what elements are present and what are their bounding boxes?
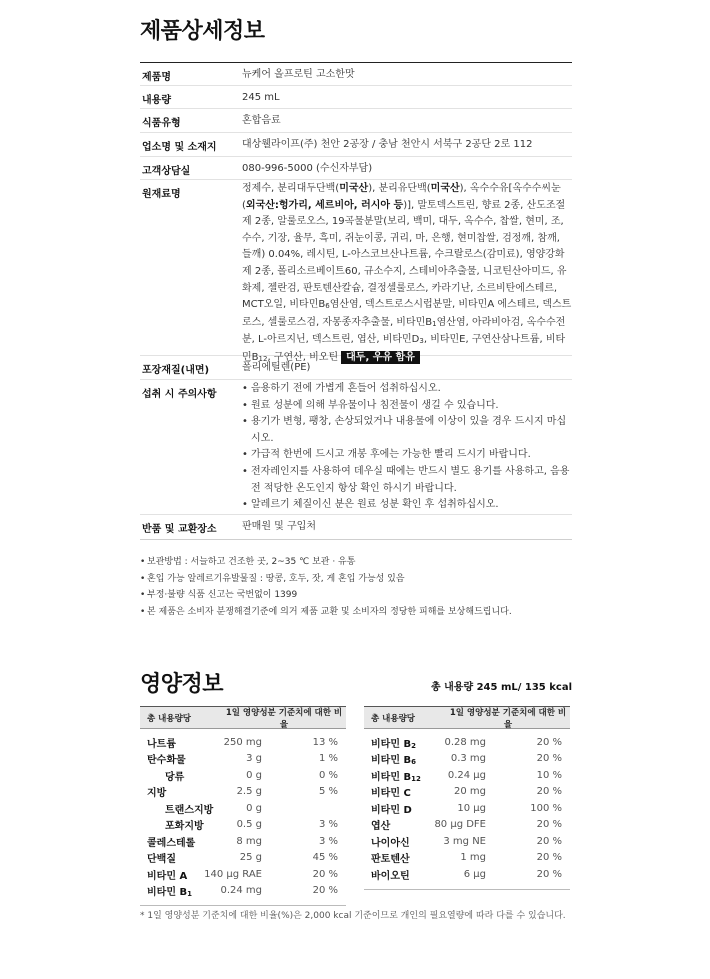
nutrition-rows	[364, 729, 570, 889]
nutrient-daily-value: 100 %	[530, 802, 562, 814]
list-item: • 보관방법 : 서늘하고 건조한 곳, 2~35 ℃ 보관 · 유통	[140, 554, 572, 571]
nutrient-daily-value: 5 %	[318, 786, 338, 798]
nutrient-amount: 1 mg	[460, 852, 486, 864]
spec-label: 반품 및 교환장소	[142, 524, 217, 535]
storage-notes	[140, 554, 572, 620]
nutrient-name: 단백질	[147, 854, 176, 866]
spec-value: 245 mL	[242, 92, 280, 103]
nutrient-name: 포화지방	[165, 821, 204, 833]
spec-label: 식품유형	[142, 118, 181, 129]
spec-value: 판매원 및 구입처	[242, 521, 316, 532]
nutrient-amount: 2.5 g	[236, 786, 262, 798]
nutrient-name: 비타민 $B_{12}$	[371, 771, 421, 783]
nutrition-table-header	[140, 707, 346, 729]
nutrient-row	[364, 767, 570, 784]
spec-row-product-name	[140, 63, 572, 86]
nutrient-daily-value: 20 %	[536, 736, 562, 748]
nutrient-amount: 20 mg	[454, 786, 486, 798]
nutrient-amount: 25 g	[239, 852, 262, 864]
nutrient-amount: 0.28 mg	[444, 736, 486, 748]
nutrient-row	[140, 866, 346, 883]
nutrient-name: 트랜스지방	[165, 804, 214, 816]
spec-value: 혼합음료	[242, 115, 281, 126]
spec-row-customer-service	[140, 157, 572, 180]
nutrient-amount: 3 mg NE	[443, 835, 486, 847]
nutrient-daily-value: 1 %	[318, 753, 338, 765]
spec-row-ingredients	[140, 180, 572, 363]
nutrient-daily-value: 20 %	[536, 852, 562, 864]
nutrient-daily-value: 20 %	[312, 868, 338, 880]
nutrient-row	[364, 800, 570, 817]
nutrient-row	[364, 817, 570, 834]
nutrient-row	[140, 751, 346, 768]
nutrient-daily-value: 45 %	[312, 852, 338, 864]
list-item: • 원료 성분에 의해 부유물이나 침전물이 생길 수 있습니다.	[242, 398, 572, 415]
nutrient-amount: 140 μg RAE	[204, 868, 262, 880]
nutrient-row	[364, 784, 570, 801]
header-daily-value: 1일 영양성분 기준치에 대한 비율	[449, 707, 567, 730]
nutrient-daily-value: 20 %	[536, 868, 562, 880]
nutrient-daily-value: 20 %	[536, 835, 562, 847]
list-item: • 음용하기 전에 가볍게 흔들어 섭취하십시오.	[242, 381, 572, 398]
list-item: • 알레르기 체질이신 분은 원료 성분 확인 후 섭취하십시오.	[242, 497, 572, 514]
nutrient-name: 비타민 D	[371, 804, 412, 816]
ingredients-text: 정제수, 분리대두단백(미국산), 분리유단백(미국산), 옥수수유[옥수수씨눈(외국산:헝가리, 세르비아, 러시아 등)], 말토덱스트린, 향료 2종, 산도조절제 2종, 알룰로오스, 19곡물분말(보리, 백미, 대두, 옥수수, 찹쌀, 현미, 조, 수수, 기장, 율무, 흑미, 쥐눈이콩, 귀리, 마, 은행, 현미찹쌀, 검정깨, 참깨, 들깨) 0.04%, 레시틴, L-아스코브산나트륨, 수크랄로스(감미료), 영양강화제 2종, 폴리소르베이트60, 규소수지, 스테비아추출물, 니코틴산아미드, 유화제, 젤란검, 판토텐산칼슘, 결정셀룰로스, 카라기난, 소르비탄에스테르, MCT오일, 비타민$B_6$염산염, 덱스트로스시럽분말, 비타민A 에스테르, 덱스트로스, 셀룰로스검, 자몽종자추출물, 비타민$B_1$염산염, 아라비아검, 옥수수전분, L-아르지닌, 덱스트린, 엽산, 비타민$D_3$, 비타민E, 구연산삼나트륨, 비타민$B_{12}$, 구연산, 비오틴 대두, 우유 함유	[242, 183, 572, 363]
nutrient-daily-value: 20 %	[536, 786, 562, 798]
list-item: • 가급적 한번에 드시고 개봉 후에는 가능한 빨리 드시기 바랍니다.	[242, 447, 572, 464]
list-item: • 본 제품은 소비자 분쟁해결기준에 의거 제품 교환 및 소비자의 정당한 피해를 보상해드립니다.	[140, 604, 572, 621]
nutrient-amount: 0.5 g	[236, 819, 262, 831]
nutrient-row	[364, 734, 570, 751]
nutrient-row	[364, 751, 570, 768]
header-daily-value: 1일 영양성분 기준치에 대한 비율	[225, 707, 343, 730]
spec-row-manufacturer	[140, 133, 572, 157]
spec-label: 내용량	[142, 95, 171, 106]
nutrient-amount: 0 g	[246, 802, 262, 814]
cautions-list	[242, 381, 572, 514]
nutrient-daily-value: 20 %	[536, 819, 562, 831]
spec-row-returns	[140, 515, 572, 539]
header-amount: 총 내용량당	[371, 713, 416, 724]
nutrient-amount: 0.24 mg	[220, 885, 262, 897]
cautions-value	[242, 380, 572, 514]
nutrient-name: 탄수화물	[147, 755, 186, 767]
nutrient-daily-value: 10 %	[536, 769, 562, 781]
nutrient-row	[140, 784, 346, 801]
list-item: • 용기가 변형, 팽창, 손상되었거나 내용물에 이상이 있을 경우 드시지 마십시오.	[242, 414, 572, 447]
nutrient-amount: 0 g	[246, 769, 262, 781]
spec-value: 080-996-5000 (수신자부담)	[242, 163, 373, 174]
nutrient-daily-value: 3 %	[318, 835, 338, 847]
nutrition-table-header	[364, 707, 570, 729]
nutrition-title: 영양정보	[140, 672, 224, 697]
spec-row-cautions	[140, 380, 572, 515]
nutrient-name: 비타민 $B_2$	[371, 738, 416, 750]
nutrition-table-left	[140, 706, 346, 906]
nutrient-row	[140, 767, 346, 784]
list-item: • 전자레인지를 사용하여 데우실 때에는 반드시 별도 용기를 사용하고, 음용 전 적당한 온도인지 항상 확인 하시기 바랍니다.	[242, 464, 572, 497]
nutrient-row	[140, 883, 346, 900]
allergen-badge: 대두, 우유 함유	[341, 351, 420, 364]
nutrient-name: 비타민 $B_6$	[371, 755, 416, 767]
nutrient-daily-value: 20 %	[312, 885, 338, 897]
product-info-title: 제품상세정보	[140, 19, 265, 44]
nutrition-table-right	[364, 706, 570, 890]
nutrient-daily-value: 13 %	[312, 736, 338, 748]
spec-label: 섭취 시 주의사항	[142, 389, 217, 400]
list-item: • 혼입 가능 알레르기유발물질 : 땅콩, 호두, 잣, 게 혼입 가능성 있음	[140, 571, 572, 588]
total-volume-calories: 총 내용량 245 mL/ 135 kcal	[431, 682, 572, 693]
nutrient-row	[140, 800, 346, 817]
nutrient-name: 바이오틴	[371, 870, 410, 882]
nutrient-row	[364, 850, 570, 867]
nutrient-row	[364, 833, 570, 850]
header-amount: 총 내용량당	[147, 713, 192, 724]
spec-row-packaging	[140, 356, 572, 380]
spec-label: 고객상담실	[142, 166, 191, 177]
spec-value: 뉴케어 올프로틴 고소한맛	[242, 69, 355, 80]
nutrient-amount: 0.3 mg	[450, 753, 486, 765]
nutrient-amount: 80 μg DFE	[434, 819, 486, 831]
nutrient-name: 비타민 C	[371, 788, 411, 800]
nutrient-amount: 6 μg	[463, 868, 486, 880]
list-item: • 부정·불량 식품 신고는 국번없이 1399	[140, 587, 572, 604]
nutrient-amount: 0.24 μg	[447, 769, 486, 781]
nutrient-amount: 250 mg	[223, 736, 262, 748]
nutrient-name: 나이아신	[371, 837, 410, 849]
nutrient-amount: 3 g	[246, 753, 262, 765]
product-info-table	[140, 62, 572, 540]
spec-label: 원재료명	[142, 189, 181, 200]
spec-value: 폴리에틸렌(PE)	[242, 362, 311, 373]
nutrient-daily-value: 3 %	[318, 819, 338, 831]
nutrient-amount: 8 mg	[236, 835, 262, 847]
spec-value: 대상웰라이프(주) 천안 2공장 / 충남 천안시 서북구 2공단 2로 112	[242, 139, 533, 150]
nutrient-row	[140, 833, 346, 850]
nutrient-daily-value: 0 %	[318, 769, 338, 781]
nutrient-row	[140, 850, 346, 867]
nutrient-name: 비타민 A	[147, 870, 188, 882]
nutrient-name: 나트륨	[147, 738, 176, 750]
spec-label: 포장재질(내면)	[142, 365, 210, 376]
spec-row-volume	[140, 86, 572, 109]
nutrition-rows	[140, 729, 346, 905]
nutrient-name: 엽산	[371, 821, 391, 833]
nutrient-daily-value: 20 %	[536, 753, 562, 765]
nutrient-name: 비타민 $B_1$	[147, 887, 192, 899]
nutrient-name: 판토텐산	[371, 854, 410, 866]
nutrient-amount: 10 μg	[457, 802, 486, 814]
nutrient-name: 당류	[165, 771, 185, 783]
nutrient-name: 콜레스테롤	[147, 837, 196, 849]
nutrient-row	[140, 817, 346, 834]
nutrient-name: 지방	[147, 788, 167, 800]
spec-label: 제품명	[142, 72, 171, 83]
nutrition-footnote: * 1일 영양성분 기준치에 대한 비율(%)은 2,000 kcal 기준이므로 개인의 필요열량에 따라 다를 수 있습니다.	[140, 911, 566, 921]
nutrient-row	[140, 734, 346, 751]
spec-label: 업소명 및 소재지	[142, 142, 217, 153]
nutrient-row	[364, 866, 570, 883]
spec-row-food-type	[140, 109, 572, 133]
